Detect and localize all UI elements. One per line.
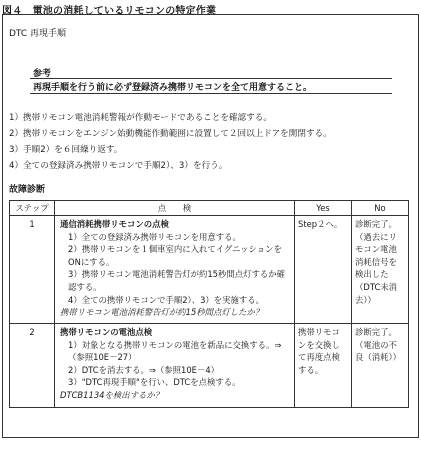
check-line: 4）全ての携帯リモコンで手順2）、3）を実施する。 — [68, 294, 265, 305]
check-line: 3）"DTC再現手順"を行い、DTCを点検する。 — [68, 377, 241, 388]
step-number: 1 — [10, 216, 55, 324]
check-line: 2）DTCを消去する。⇒（参照10E－4） — [68, 364, 220, 375]
header-no: No — [352, 201, 409, 216]
table-header-row — [10, 201, 409, 216]
check-cell — [55, 216, 295, 324]
yes-result: Step２へ。 — [295, 216, 352, 324]
table-row — [10, 324, 409, 408]
check-line: 3）携帯リモコン電池消耗警告灯が約15秒間点灯するか確認する。 — [68, 269, 285, 292]
diagnosis-title: 故障診断 — [9, 185, 46, 195]
check-cell — [55, 324, 295, 408]
reproduction-step: 4）全ての登録済み携帯リモコンで手順2）、3）を行う。 — [9, 161, 228, 171]
header-yes: Yes — [295, 201, 352, 216]
reproduction-step: 1）携帯リモコン電池消耗警報が作動モードであることを確認する。 — [9, 113, 272, 123]
check-title: 携帯リモコンの電池点検 — [60, 327, 153, 337]
diagnosis-table — [9, 200, 409, 408]
reproduction-step: 2）携帯リモコンをエンジン始動機能作動範囲に設置して２回以上ドアを開閉する。 — [9, 129, 332, 139]
header-check: 点 検 — [55, 201, 295, 216]
check-question: 携帯リモコン電池消耗警告灯が約15秒間点灯したか？ — [60, 307, 264, 318]
reproduction-step: 3）手順2）を６回繰り返す。 — [9, 145, 123, 155]
reference-text: 再現手順を行う前に必ず登録済み携帯リモコンを全て用意すること。 — [33, 83, 313, 93]
check-line: 2）携帯リモコンを１個車室内に入れてイグニッションをONにする。 — [68, 244, 282, 267]
dtc-reproduction-title: DTC 再現手順 — [9, 29, 67, 39]
yes-result: 携帯リモコンを交換して再度点検する。 — [295, 324, 352, 408]
no-result: 診断完了。（過去にリモコン電池消耗信号を検出した（DTC未消去）） — [352, 216, 409, 324]
reference-divider-bottom — [30, 93, 392, 94]
reference-label: 参考 — [33, 69, 52, 79]
figure-title: 図４ 電池の消耗しているリモコンの特定作業 — [2, 6, 217, 17]
reference-divider-top — [30, 78, 392, 79]
header-step: ステップ — [10, 201, 55, 216]
check-title: 通信消耗携帯リモコンの点検 — [60, 219, 169, 229]
reproduction-steps — [9, 110, 332, 174]
check-question: DTCB1134を検出するか？ — [60, 389, 164, 400]
check-line: 1）対象となる携帯リモコンの電池を新品に交換する。⇒（参照10E－27） — [68, 339, 282, 363]
check-line: 1）全ての登録済み携帯リモコンを用意する。 — [68, 231, 241, 242]
table-row — [10, 216, 409, 324]
step-number: 2 — [10, 324, 55, 408]
no-result: 診断完了。（電池の不良（消耗）） — [352, 324, 409, 408]
